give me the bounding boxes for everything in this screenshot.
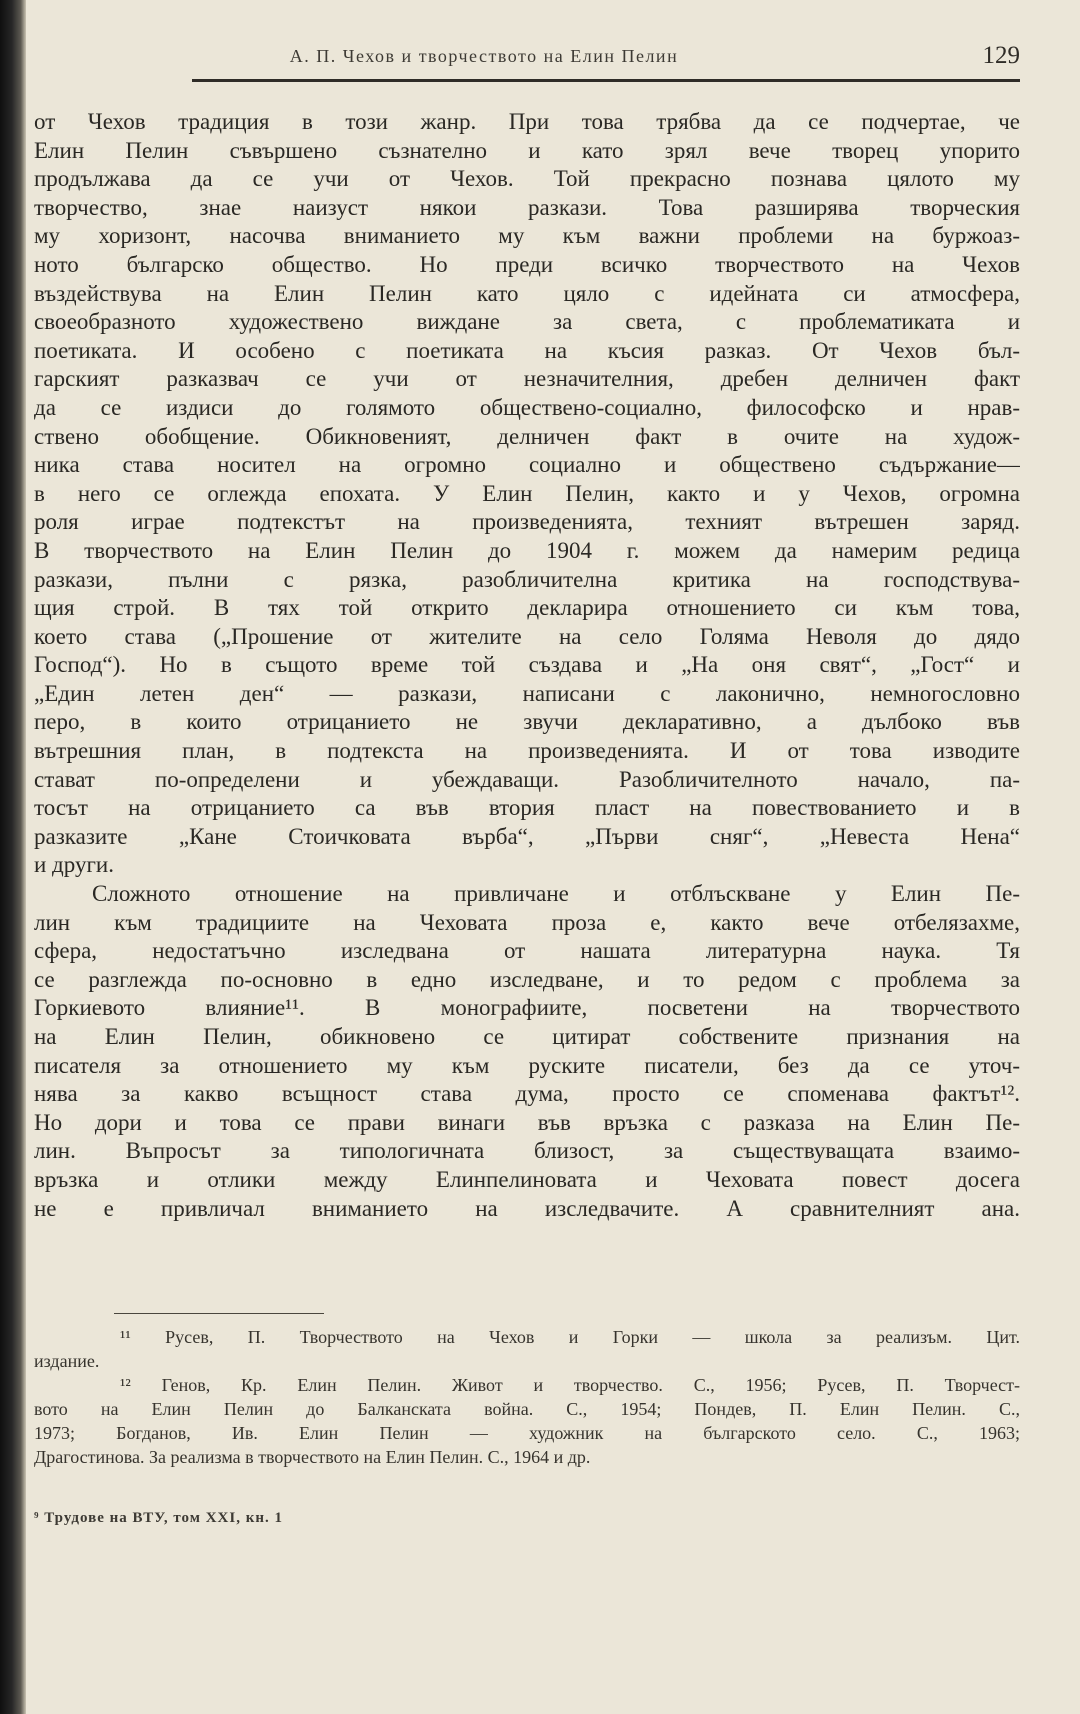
text-line: Господ“). Но в същото време той създава и „На оня свят“, „Гост“ и [34, 652, 1020, 678]
paragraph-first-line: Сложното отношение на привличане и отблъскване у Елин Пе- [92, 881, 1020, 907]
text-line: „Един летен ден“ — разкази, написани с лаконично, немногословно [34, 680, 1020, 706]
text-line: тосът на отрицанието са във втория пласт на повествованието и в [34, 795, 1020, 821]
page-header [38, 40, 1020, 74]
text-line: роля играе подтекстът на произведенията, техният вътрешен заряд. [34, 509, 1020, 535]
book-page [26, 0, 1080, 1714]
footnote-12-line: ¹² Генов, Кр. Елин Пелин. Живот и творчество. С., 1956; Русев, П. Творчест- [120, 1375, 1020, 1395]
text-line: писателя за отношението му към руските писатели, без да се уточ- [34, 1052, 1020, 1078]
text-line: стават по-определени и убеждаващи. Разобличителното начало, па- [34, 766, 1020, 792]
text-line: разказите „Кане Стоичковата върба“, „Първи сняг“, „Невеста Нена“ [34, 823, 1020, 849]
text-line: перо, в които отрицанието не звучи декларативно, а дълбоко във [34, 709, 1020, 735]
text-line: Елин Пелин съвършено съзнателно и като зрял вече творец упорито [34, 137, 1020, 163]
text-line: разкази, пълни с рязка, разобличителна критика на господствува- [34, 566, 1020, 592]
footnote-11-line: ¹¹ Русев, П. Творчеството на Чехов и Горки — школа за реализъм. Цит. [120, 1327, 1020, 1347]
paragraph-end-line: и други. [34, 852, 114, 878]
book-spine-shadow [0, 0, 26, 1714]
text-line: лин. Въпросът за типологичната близост, за съществуващата взаимо- [34, 1138, 1020, 1164]
text-line: да се издиси до голямото обществено-социално, философско и нрав- [34, 394, 1020, 420]
footnote-11-line: издание. [34, 1351, 100, 1371]
text-line: връзка и отлики между Елинпелиновата и Чеховата повест досега [34, 1166, 1020, 1192]
text-line: вътрешния план, в подтекста на произведенията. И от това изводите [34, 738, 1020, 764]
text-line: нява за какво всъщност става дума, просто се споменава фактът¹². [34, 1081, 1020, 1107]
text-line: лин към традициите на Чеховата проза е, както вече отбелязахме, [34, 909, 1020, 935]
text-line: ното българско общество. Но преди всичко творчеството на Чехов [34, 251, 1020, 277]
text-line: сфера, недостатъчно изследвана от нашата литературна наука. Тя [34, 938, 1020, 964]
text-line: от Чехов традиция в този жанр. При това трябва да се подчертае, че [34, 109, 1020, 134]
text-line: щия строй. В тях той открито декларира отношението си към това, [34, 595, 1020, 621]
text-line: се разглежда по-основно в едно изследване, и то редом с проблема за [34, 966, 1020, 992]
text-line: което става („Прошение от жителите на село Голяма Неволя до дядо [34, 623, 1020, 649]
running-head: А. П. Чехов и творчеството на Елин Пелин [289, 46, 679, 66]
text-line: ника става носител на огромно социално и обществено съдържание— [34, 452, 1020, 478]
text-line: на Елин Пелин, обикновено се цитират собствените признания на [34, 1024, 1020, 1049]
printer-signature: ⁹ Трудове на ВТУ, том XXI, кн. 1 [34, 1510, 284, 1526]
text-line: продължава да се учи от Чехов. Той прекрасно познава цялото му [34, 166, 1020, 192]
header-rule [192, 79, 1020, 82]
text-line: в него се оглежда епохата. У Елин Пелин, както и у Чехов, огромна [34, 480, 1020, 506]
text-line: своеобразното художествено виждане за света, с проблематиката и [34, 309, 1020, 335]
text-line: поетиката. И особено с поетиката на късия разказ. От Чехов бъл- [34, 337, 1020, 363]
text-line: Но дори и това се прави винаги във връзка с разказа на Елин Пе- [34, 1109, 1020, 1135]
text-line: ствено обобщение. Обикновеният, делничен факт в очите на худож- [34, 423, 1020, 449]
text-line: творчество, знае наизуст някои разкази. Това разширява творческия [34, 194, 1020, 220]
page-number: 129 [982, 42, 1020, 69]
footnote-12-line: 1973; Богданов, Ив. Елин Пелин — художник на българското село. С., 1963; [34, 1423, 1020, 1443]
text-line: Горкиевото влияние¹¹. В монографиите, посветени на творчеството [34, 995, 1020, 1021]
text-line: му хоризонт, насочва вниманието му към важни проблеми на буржоаз- [34, 223, 1020, 249]
main-text [34, 108, 1020, 1223]
text-line: въздействува на Елин Пелин като цяло с идейната си атмосфера, [34, 280, 1020, 306]
footnote-12-line: Драгостинова. За реализма в творчеството на Елин Пелин. С., 1964 и др. [34, 1447, 591, 1467]
text-line: не е привличал вниманието на изследвачите. А сравнителният ана. [34, 1195, 1020, 1221]
text-line: В творчеството на Елин Пелин до 1904 г. можем да намерим редица [34, 537, 1020, 563]
footnotes [34, 1325, 1020, 1469]
footnote-rule [114, 1313, 324, 1314]
footnote-12-line: вото на Елин Пелин до Балканската война. С., 1954; Пондев, П. Елин Пелин. С., [34, 1399, 1020, 1419]
text-line: гарският разказвач се учи от незначителния, дребен делничен факт [34, 366, 1020, 392]
